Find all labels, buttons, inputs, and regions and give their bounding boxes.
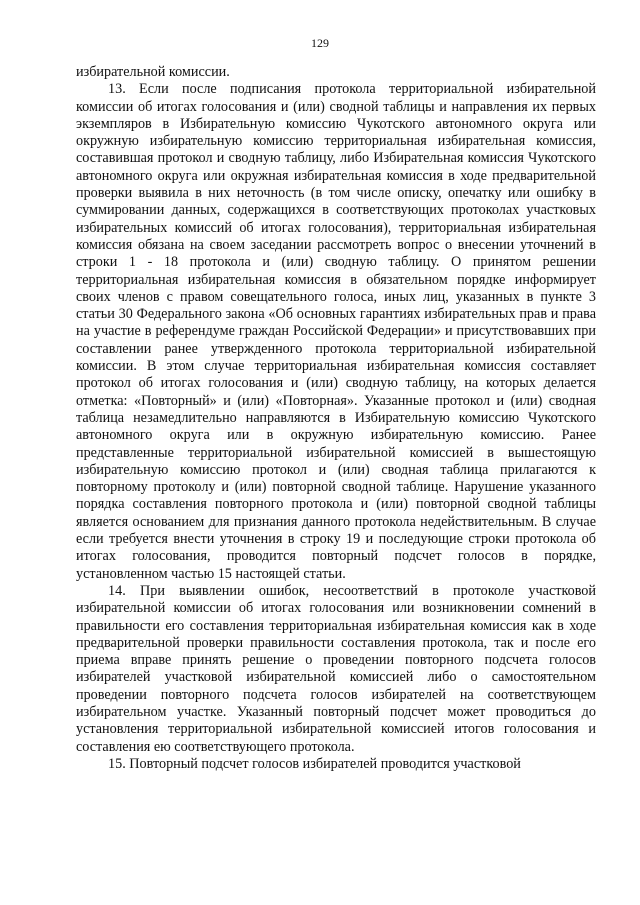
paragraph-continuation: избирательной комиссии. [76,64,230,80]
page-number: 129 [311,36,329,50]
paragraph-15: 15. Повторный подсчет голосов избирателей проводится участковой [108,755,521,772]
paragraph-13: 13. Если после подписания протокола территориальной избирательной комиссии об итогах голосования и (или) сводной таблицы и направления их первых экземпляров в Избирательную комиссию Чукотского автономного округа или окружную избирательную комиссию территориальная избирательная комиссия, составившая протокол и сводную таблицу, либо Избирательная комиссия Чукотского автономного округа или окружная избирательная комиссия в ходе предварительной проверки выявила в них неточность (в том числе описку, опечатку или ошибку в суммировании данных, содержащихся в соответствующих протоколах участковых избирательных комиссий об итогах голосования), территориальная избирательная комиссия обязана на своем заседании рассмотреть вопрос о внесении уточнений в строки 1 - 18 протокола и (или) сводную таблицу. О принятом решении территориальная избирательная комиссия в обязательном порядке информирует своих членов с правом совещательного голоса, иных лиц, указанных в пункте 3 статьи 30 Федерального закона «Об основных гарантиях избирательных прав и права на участие в референдуме граждан Российской Федерации» и присутствовавших при составлении ранее утвержденного протокола территориальной избирательной комиссии. В этом случае территориальная избирательная комиссия составляет протокол об итогах голосования и (или) сводную таблицу, на которых делается отметка: «Повторный» и (или) «Повторная». Указанные протокол и (или) сводная таблица незамедлительно направляются в Избирательную комиссию Чукотского автономного округа или в окружную избирательную комиссию. Ранее представленные территориальной избирательной комиссией в вышестоящую избирательную комиссию протокол и (или) сводная таблица прилагаются к повторному протоколу и (или) повторной сводной таблице. Нарушение указанного порядка составления повторного протокола и (или) повторной сводной таблицы является основанием для признания данного протокола недействительным. В случае если требуется внести уточнения в строку 19 и последующие строки протокола об итогах голосования, проводится повторный подсчет голосов в порядке, установленном частью 15 настоящей статьи. [76,81,596,582]
document-body [76,64,596,773]
paragraph-14: 14. При выявлении ошибок, несоответствий в протоколе участковой избирательной комиссии об итогах голосования или возникновении сомнений в правильности его составления территориальная избирательная комиссия как в ходе предварительной проверки правильности составления протокола, так и после его приема вправе принять решение о проведении повторного подсчета голосов избирателей участковой избирательной комиссией либо о самостоятельном проведении повторного подсчета голосов избирателей на соответствующем избирательном участке. Указанный повторный подсчет может проводиться до установления территориальной избирательной комиссией итогов голосования и составления ею соответствующего протокола. [76,582,596,755]
